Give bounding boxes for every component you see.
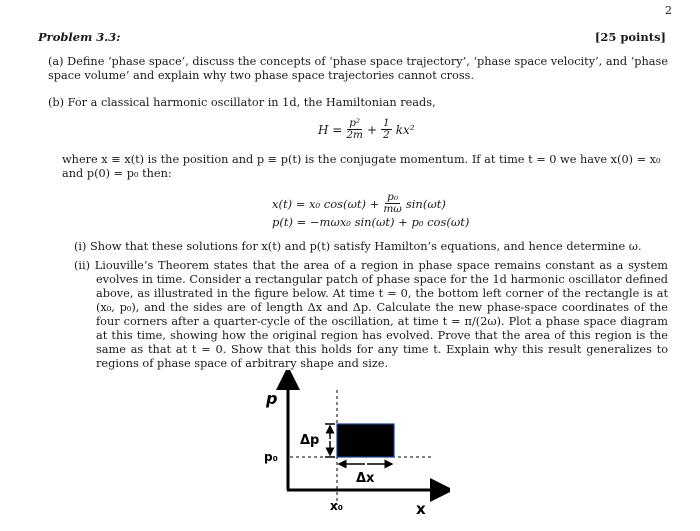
part-b-intro: (b) For a classical harmonic oscillator in 1d, the Hamiltonian reads,	[48, 96, 436, 109]
eq-x-fraction	[383, 192, 402, 215]
term1-denominator: 2m	[346, 129, 363, 141]
sub-question-ii	[74, 259, 668, 371]
hamiltonian-lhs: H =	[318, 122, 343, 137]
where-text: where x ≡ x(t) is the position and p ≡ p(t) is the conjugate momentum. If at time t = 0 we have x(0) = x₀ and p(0) = p₀ then:	[62, 153, 661, 180]
hamiltonian-term2	[381, 118, 392, 141]
eq-x-numerator: p₀	[387, 191, 399, 203]
delta-x-label: Δx	[356, 471, 375, 486]
eq-x-lhs: x(t) = x₀ cos(ωt) +	[272, 196, 380, 211]
problem-title: Problem 3.3:	[38, 30, 121, 44]
delta-p-label: Δp	[300, 433, 320, 448]
p-axis-label: p	[266, 389, 278, 408]
p0-label: p₀	[264, 450, 278, 464]
hamiltonian-term1	[346, 118, 363, 141]
sub-question-i: (i) Show that these solutions for x(t) and p(t) satisfy Hamilton’s equations, and hence determine ω.	[74, 240, 642, 253]
page-number: 2	[665, 4, 672, 17]
term1-numerator: p²	[349, 117, 361, 129]
eq-x-denominator: mω	[383, 203, 402, 215]
equation-x	[272, 192, 446, 215]
hamiltonian-equation	[318, 118, 415, 141]
eq-x-rhs: sin(ωt)	[405, 196, 446, 211]
phase-space-rectangle	[337, 424, 394, 457]
sub-question-ii-text: (ii) Liouville’s Theorem states that the area of a region in phase space remains constant as a system evolves in time. Consider a rectangular patch of phase space for the 1d harmonic oscillator defined above, as illustrated in the figure below. At time t = 0, the bottom left corner of the rectangle is at (x₀, p₀), and the sides are of length Δx and Δp. Calculate the new phase-space coordinates of the four corners after a quarter-cycle of the oscillation, at time t = π/(2ω). Plot a phase space diagram at this time, showing how the original region has evolved. Prove that the area of this region is the same as that at t = 0. Show that this holds for any time t. Explain why this result generalizes to regions of phase space of arbitrary shape and size.	[74, 259, 668, 370]
x-axis-label: x	[416, 500, 426, 518]
term2-rest: kx²	[395, 122, 415, 137]
problem-points: [25 points]	[594, 30, 666, 44]
term2-denominator: 2	[383, 129, 390, 141]
phase-space-figure	[250, 370, 450, 530]
equation-p: p(t) = −mωx₀ sin(ωt) + p₀ cos(ωt)	[272, 215, 470, 229]
term2-numerator: 1	[383, 117, 390, 129]
hamiltonian-plus: +	[366, 122, 378, 137]
x0-label: x₀	[330, 499, 343, 513]
part-a-text: (a) Define ‘phase space’, discuss the concepts of ‘phase space trajectory’, ‘phase space velocity’, and ‘phase space volume’ and explain why two phase space trajectories cannot cross.	[48, 55, 668, 82]
